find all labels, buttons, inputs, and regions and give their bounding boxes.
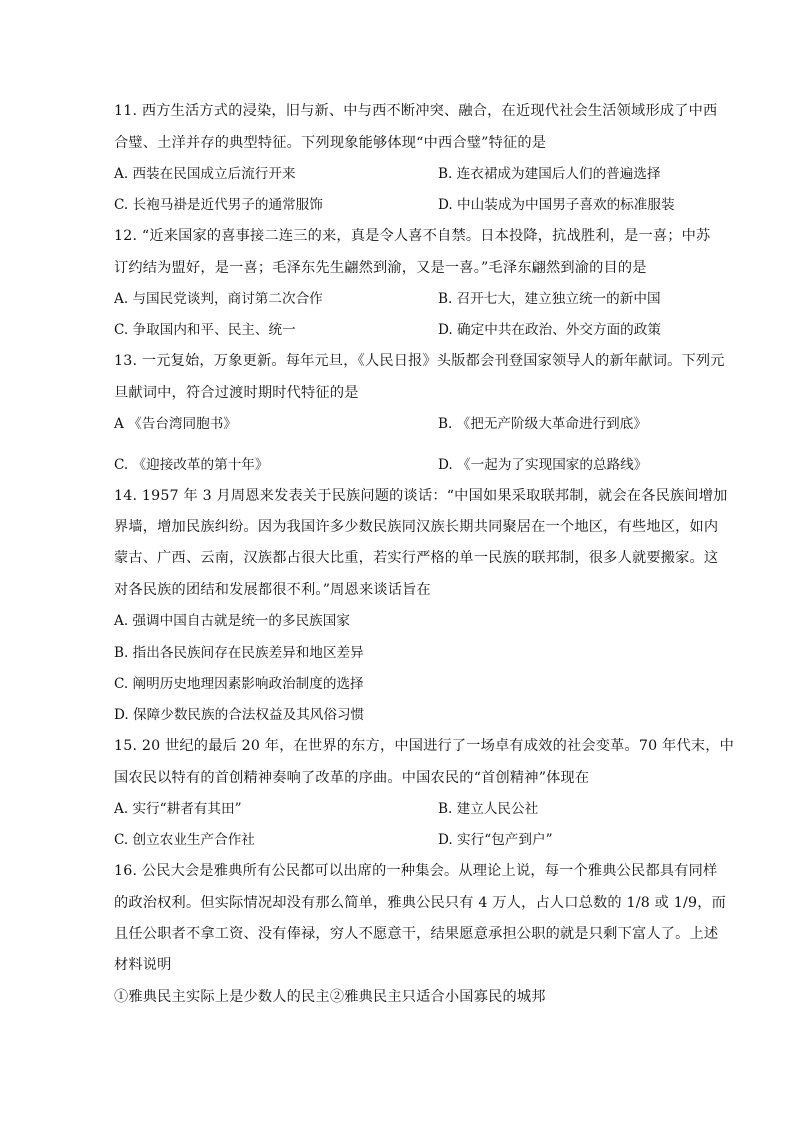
q14-stem-line-4: 对各民族的团结和发展都很不利。”周恩来谈话旨在 [114,582,431,598]
q12-option-b[interactable]: B. 召开七大，建立独立统一的新中国 [438,291,661,307]
q16-stem-line-3: 且任公职者不拿工资、没有俸禄，穷人不愿意干，结果愿意承担公职的就是只剩下富人了。上述 [114,926,719,942]
q12-stem-line-1: 12. “近来国家的喜事接二连三的来，真是令人喜不自禁。日本投降，抗战胜利，是一喜；中苏 [114,228,711,244]
q11-stem-line-1: 11. 西方生活方式的浸染，旧与新、中与西不断冲突、融合，在近现代社会生活领域形成了中西 [114,103,718,119]
q12-option-c[interactable]: C. 争取国内和平、民主、统一 [114,322,296,338]
q12-option-d[interactable]: D. 确定中共在政治、外交方面的政策 [438,322,661,338]
q15-option-b[interactable]: B. 建立人民公社 [438,801,539,817]
q15-stem-line-2: 国农民以特有的首创精神奏响了改革的序曲。中国农民的“首创精神”体现在 [114,770,590,786]
q14-stem-line-2: 界墙，增加民族纠纷。因为我国许多少数民族同汉族长期共同聚居在一个地区，有些地区，如内 [114,519,719,535]
q15-stem-line-1: 15. 20 世纪的最后 20 年，在世界的东方，中国进行了一场卓有成效的社会变革。70 年代末，中 [114,738,735,754]
q11-option-a[interactable]: A. 西装在民国成立后流行开来 [114,166,296,182]
q12-option-a[interactable]: A. 与国民党谈判，商讨第二次合作 [114,291,323,307]
q14-option-c[interactable]: C. 阐明历史地理因素影响政治制度的选择 [114,676,364,692]
q11-option-d[interactable]: D. 中山装成为中国男子喜欢的标准服装 [438,197,675,213]
q13-option-d[interactable]: D. 《一起为了实现国家的总路线》 [438,457,648,473]
q14-option-b[interactable]: B. 指出各民族间存在民族差异和地区差异 [114,645,364,661]
q16-stem-line-5: ①雅典民主实际上是少数人的民主②雅典民主只适合小国寡民的城邦 [114,989,546,1005]
q14-option-a[interactable]: A. 强调中国自古就是统一的多民族国家 [114,613,350,629]
q15-option-c[interactable]: C. 创立农业生产合作社 [114,832,255,848]
q14-option-d[interactable]: D. 保障少数民族的合法权益及其风俗习惯 [114,707,365,723]
q13-option-b[interactable]: B. 《把无产阶级大革命进行到底》 [438,416,647,432]
q15-option-d[interactable]: D. 实行“包产到户” [438,832,553,848]
q15-option-a[interactable]: A. 实行“耕者有其田” [114,801,242,817]
q16-stem-line-2: 的政治权利。但实际情况却没有那么简单，雅典公民只有 4 万人，占人口总数的 1/8 或 1/9，而 [114,895,726,911]
q13-option-c[interactable]: C. 《迎接改革的第十年》 [114,457,269,473]
q16-stem-line-4: 材料说明 [114,957,172,973]
q13-stem-line-1: 13. 一元复始，万象更新。每年元旦，《人民日报》头版都会刊登国家领导人的新年献词。下列元 [114,353,725,369]
q12-stem-line-2: 订约结为盟好，是一喜；毛泽东先生翩然到渝，又是一喜。”毛泽东翩然到渝的目的是 [114,260,647,276]
q11-stem-line-2: 合璧、土洋并存的典型特征。下列现象能够体现“中西合璧”特征的是 [114,135,547,151]
q16-stem-line-1: 16. 公民大会是雅典所有公民都可以出席的一种集会。从理论上说，每一个雅典公民都具有同样 [114,863,718,879]
q14-stem-line-3: 蒙古、广西、云南，汉族都占很大比重，若实行严格的单一民族的联邦制，很多人就要搬家。这 [114,550,719,566]
q13-option-a[interactable]: A 《告台湾同胞书》 [114,416,237,432]
q11-option-b[interactable]: B. 连衣裙成为建国后人们的普遍选择 [438,166,661,182]
q11-option-c[interactable]: C. 长袍马褂是近代男子的通常服饰 [114,197,323,213]
q14-stem-line-1: 14. 1957 年 3 月周恩来发表关于民族问题的谈话：“中国如果采取联邦制，就会在各民族间增加 [114,488,728,504]
q13-stem-line-2: 旦献词中，符合过渡时期时代特征的是 [114,385,359,401]
